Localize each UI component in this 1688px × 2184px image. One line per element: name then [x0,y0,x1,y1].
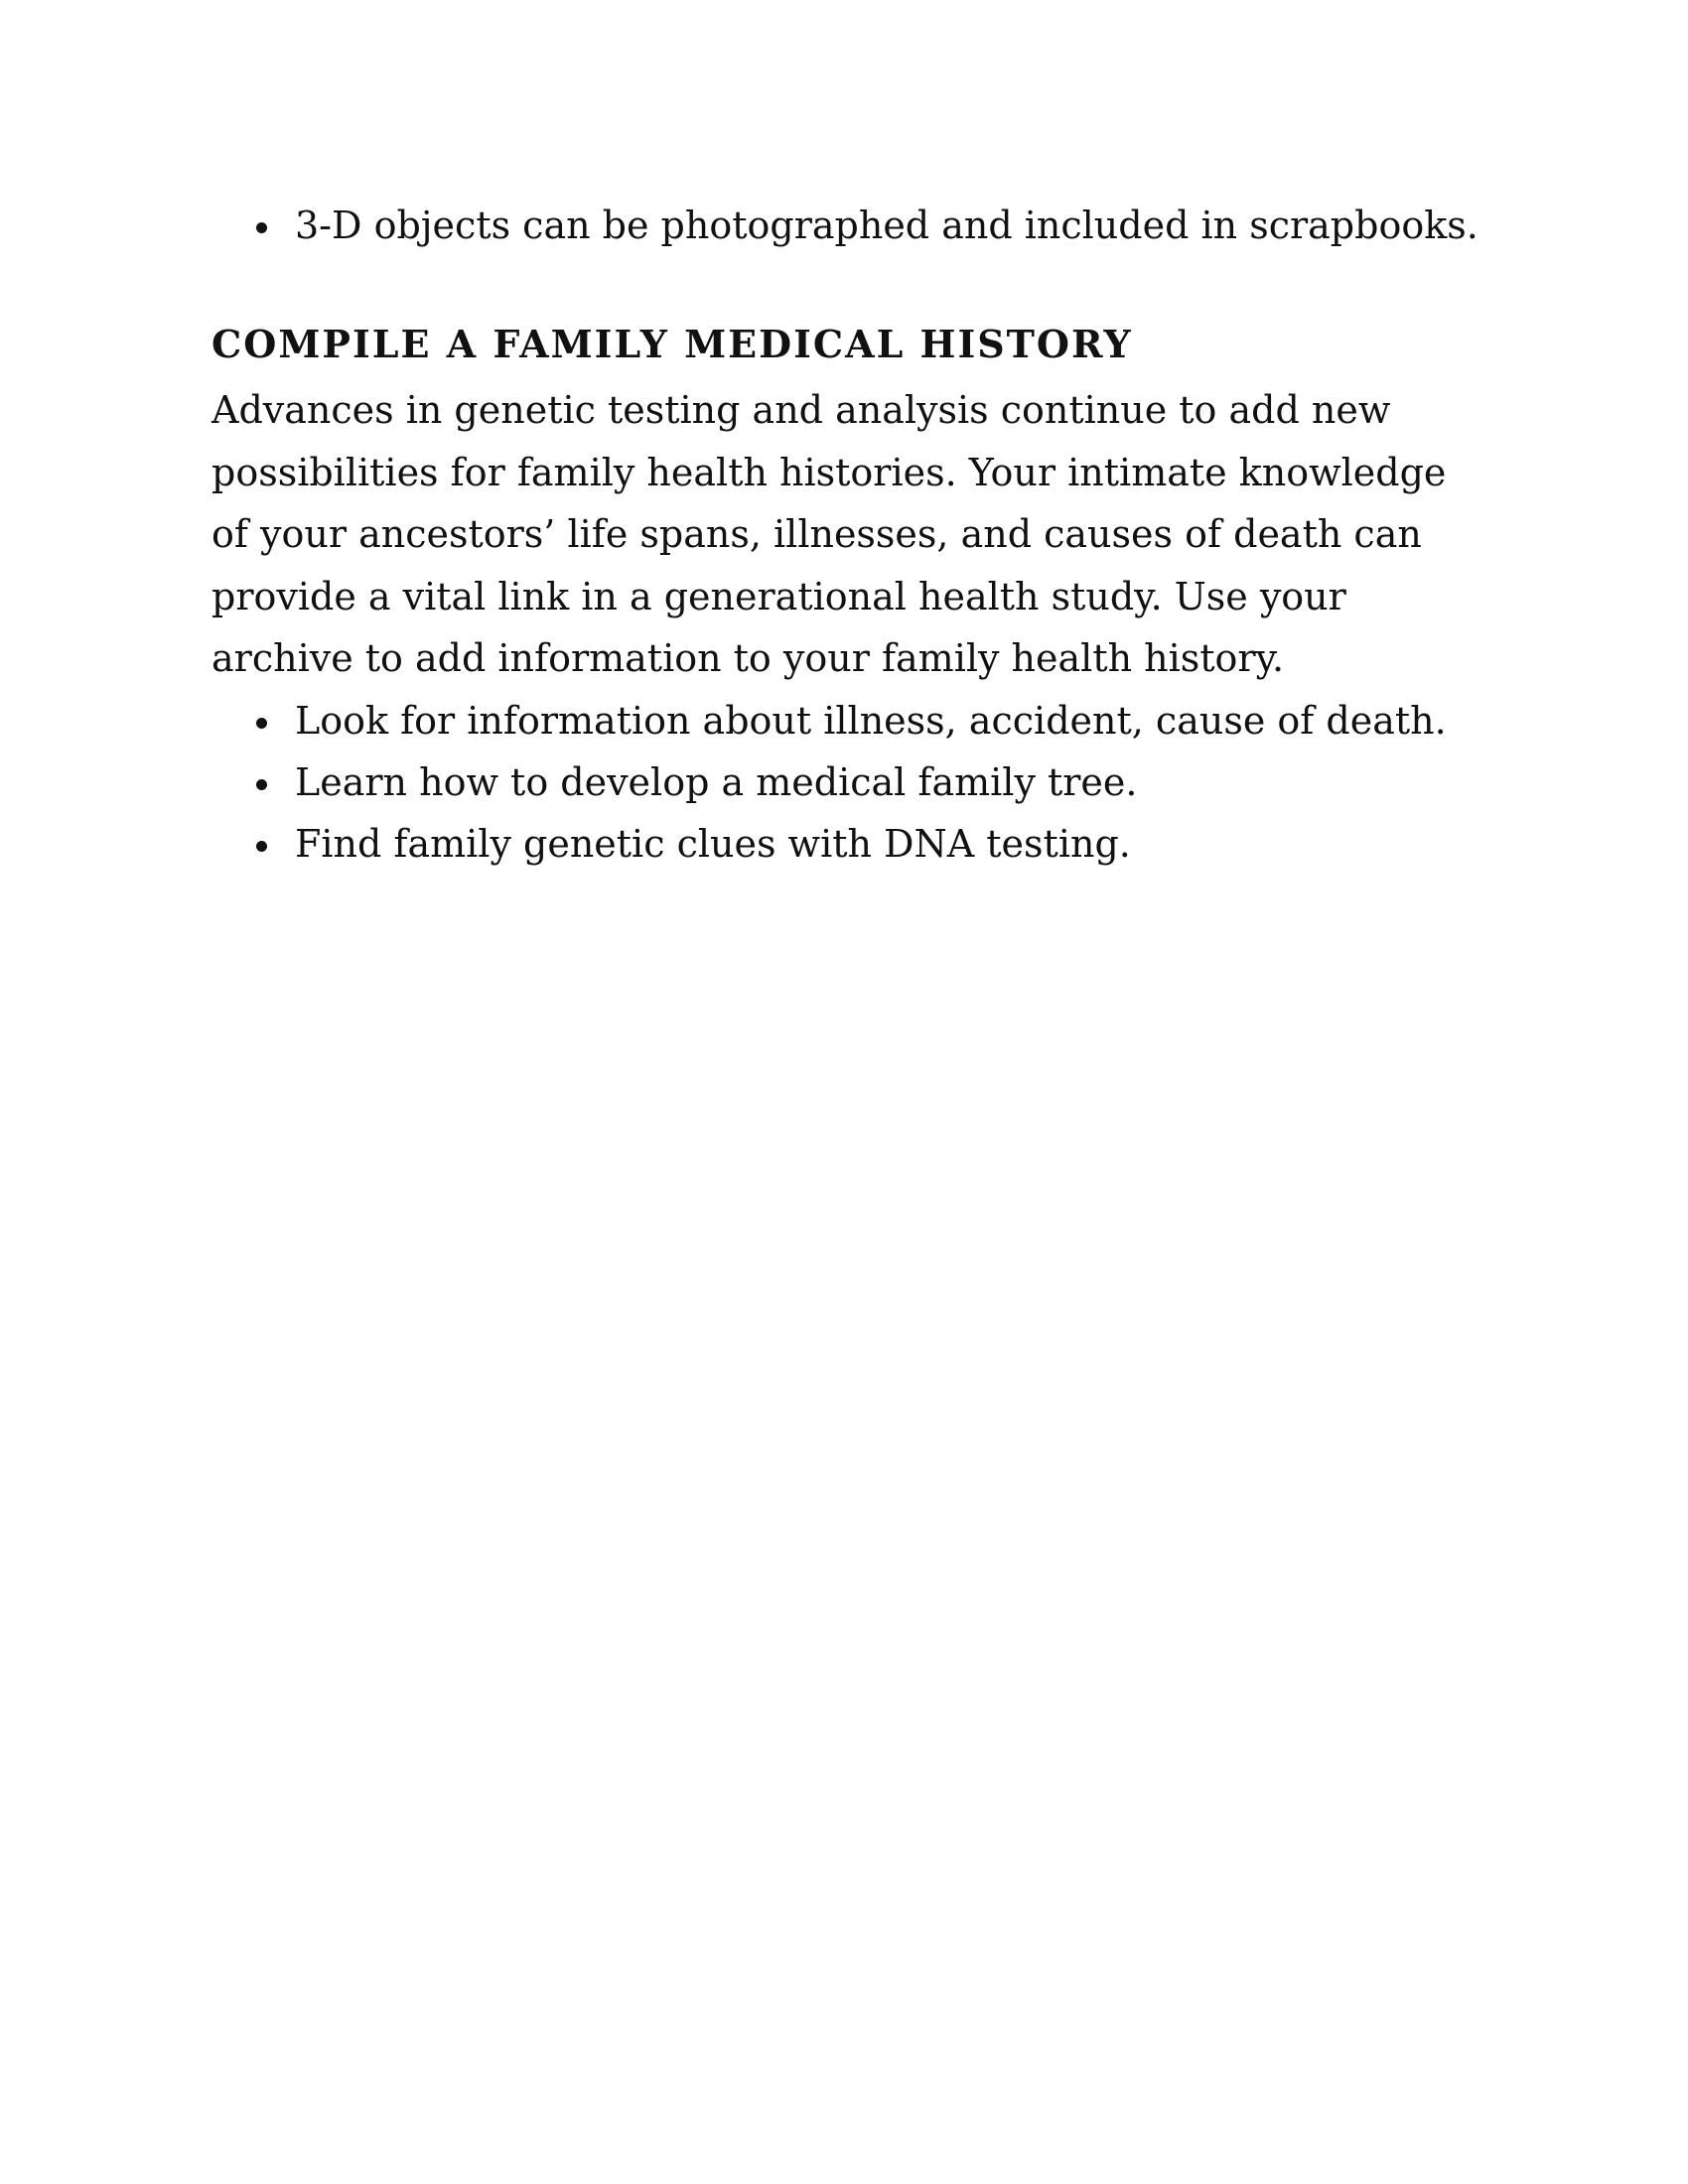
document-page [211,195,1492,875]
list-item-text: Find family genetic clues with DNA testing. [295,821,1131,866]
list-item [211,195,1492,256]
bullet-icon [256,779,267,790]
list-item [211,690,1492,751]
list-item-text: Learn how to develop a medical family tree. [295,759,1138,804]
bullet-icon [256,841,267,852]
section-bullet-list [211,690,1492,875]
bullet-icon [256,222,267,233]
section-heading: COMPILE A FAMILY MEDICAL HISTORY [211,322,1133,366]
list-item [211,751,1492,813]
bullet-icon [256,718,267,729]
list-item-text: 3-D objects can be photographed and included in scrapbooks. [295,204,1478,247]
list-item [211,813,1492,875]
section-paragraph: Advances in genetic testing and analysis continue to add new possibilities for family health histories. Your intimate knowledge of your ancestors’ life spans, illnesses, and causes of death can provide a vital link in a generational health study. Use your archive to add information to your family health history. [211,388,1447,680]
top-bullet-list [211,195,1492,256]
list-item-text: Look for information about illness, accident, cause of death. [295,698,1447,743]
